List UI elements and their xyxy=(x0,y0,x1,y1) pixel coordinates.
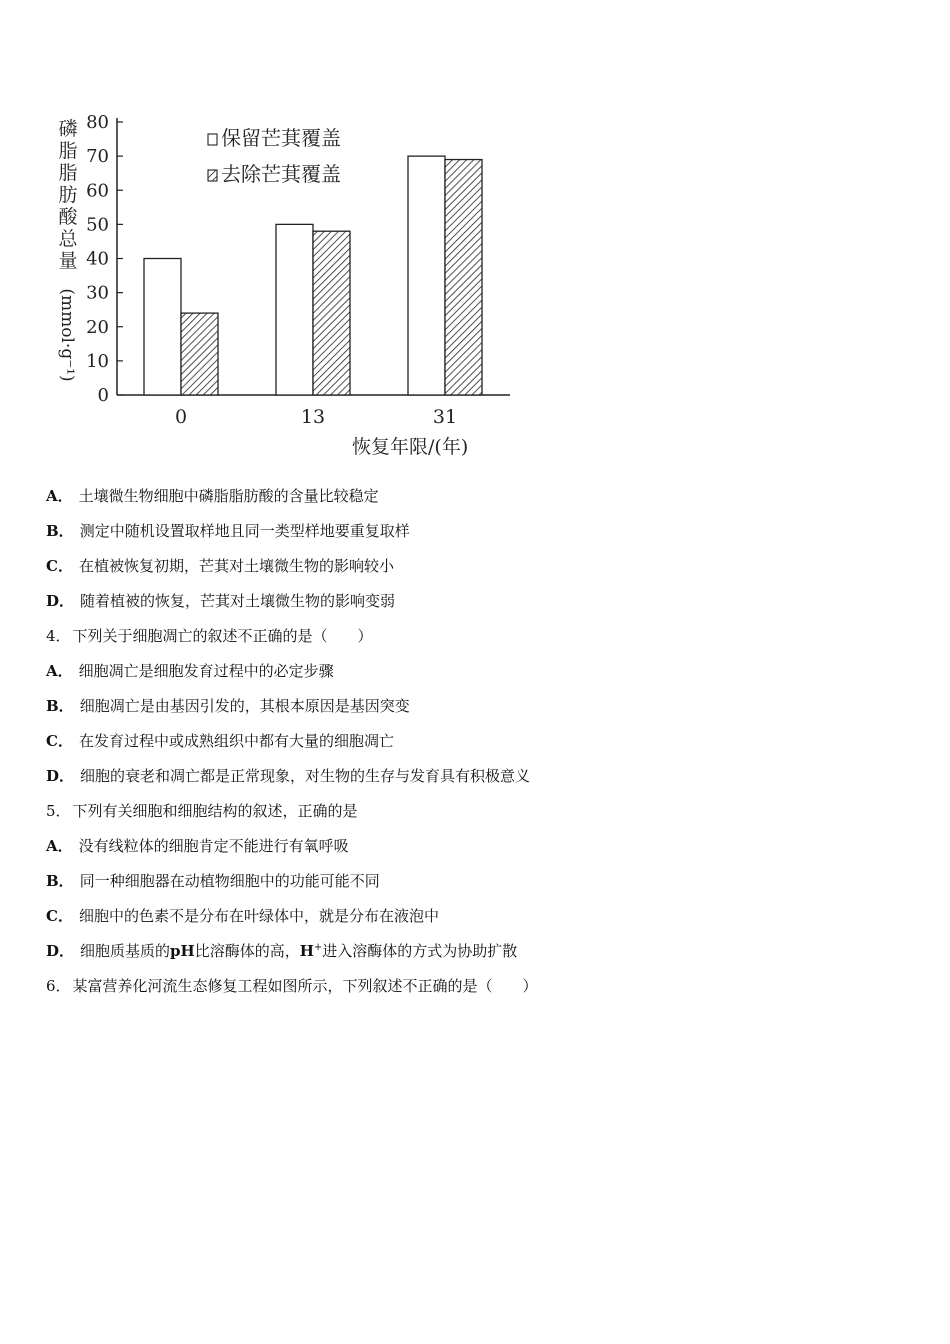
legend-swatch xyxy=(208,170,217,181)
y-tick-label: 40 xyxy=(86,248,109,270)
q4-option-a: A． 细胞凋亡是细胞发育过程中的必定步骤 xyxy=(46,662,334,680)
y-tick-label: 20 xyxy=(86,316,109,338)
legend-label: 去除芒萁覆盖 xyxy=(221,162,341,186)
y-label-char: 脂 xyxy=(58,140,78,162)
y-label-char: 酸 xyxy=(58,206,78,228)
q5-option-a: A． 没有线粒体的细胞肯定不能进行有氧呼吸 xyxy=(46,837,349,855)
y-axis-label xyxy=(57,118,78,382)
question-list xyxy=(46,482,906,1007)
q4-option-d: D． 细胞的衰老和凋亡都是正常现象，对生物的生存与发育具有积极意义 xyxy=(46,767,531,785)
q4-option-b: B． 细胞凋亡是由基因引发的，其根本原因是基因突变 xyxy=(46,697,410,715)
q5-option-c: C． 细胞中的色素不是分布在叶绿体中，就是分布在液泡中 xyxy=(46,907,439,925)
q4-option-c: C． 在发育过程中或成熟组织中都有大量的细胞凋亡 xyxy=(46,732,394,750)
y-label-char: 量 xyxy=(58,250,78,272)
y-tick-label: 50 xyxy=(86,214,109,236)
bar-retained xyxy=(144,259,181,396)
y-tick-label: 30 xyxy=(86,282,109,304)
bar-removed xyxy=(313,231,350,395)
q5-option-b: B． 同一种细胞器在动植物细胞中的功能可能不同 xyxy=(46,872,380,890)
option-a: A． 土壤微生物细胞中磷脂脂肪酸的含量比较稳定 xyxy=(46,487,379,505)
bar-retained xyxy=(408,156,445,395)
phospholipid-bar-chart xyxy=(40,105,520,470)
legend-label: 保留芒萁覆盖 xyxy=(221,126,341,150)
bar-removed xyxy=(181,313,218,395)
y-tick-label: 70 xyxy=(86,146,109,168)
chart-legend xyxy=(208,126,341,186)
option-b: B． 测定中随机设置取样地且同一类型样地要重复取样 xyxy=(46,522,410,540)
legend-swatch xyxy=(208,134,217,145)
x-axis-ticks xyxy=(175,406,457,428)
x-tick-label: 31 xyxy=(432,406,458,428)
option-c: C． 在植被恢复初期，芒萁对土壤微生物的影响较小 xyxy=(46,557,394,575)
y-tick-label: 60 xyxy=(86,180,109,202)
y-label-char: 肪 xyxy=(58,184,78,206)
y-tick-label: 80 xyxy=(86,112,109,133)
y-label-unit: (mmol·g⁻¹) xyxy=(57,288,77,382)
chart-bars xyxy=(144,156,482,395)
q5-option-d: D． 细胞质基质的pH比溶酶体的高，H+进入溶酶体的方式为协助扩散 xyxy=(46,942,518,960)
y-label-char: 磷 xyxy=(58,118,78,140)
y-tick-label: 0 xyxy=(97,385,109,406)
question-4: 4． 下列关于细胞凋亡的叙述不正确的是（ ） xyxy=(46,627,373,645)
y-tick-label: 10 xyxy=(86,350,109,372)
question-6: 6． 某富营养化河流生态修复工程如图所示，下列叙述不正确的是（ ） xyxy=(46,977,538,995)
y-label-char: 脂 xyxy=(58,162,78,184)
y-label-char: 总 xyxy=(58,228,78,250)
option-d: D． 随着植被的恢复，芒萁对土壤微生物的影响变弱 xyxy=(46,592,396,610)
x-tick-label: 13 xyxy=(300,406,326,428)
bar-retained xyxy=(276,224,313,395)
x-tick-label: 0 xyxy=(174,406,188,428)
question-5: 5． 下列有关细胞和细胞结构的叙述，正确的是 xyxy=(46,802,358,820)
bar-removed xyxy=(445,160,482,395)
x-axis-label: 恢复年限/(年) xyxy=(352,436,469,458)
